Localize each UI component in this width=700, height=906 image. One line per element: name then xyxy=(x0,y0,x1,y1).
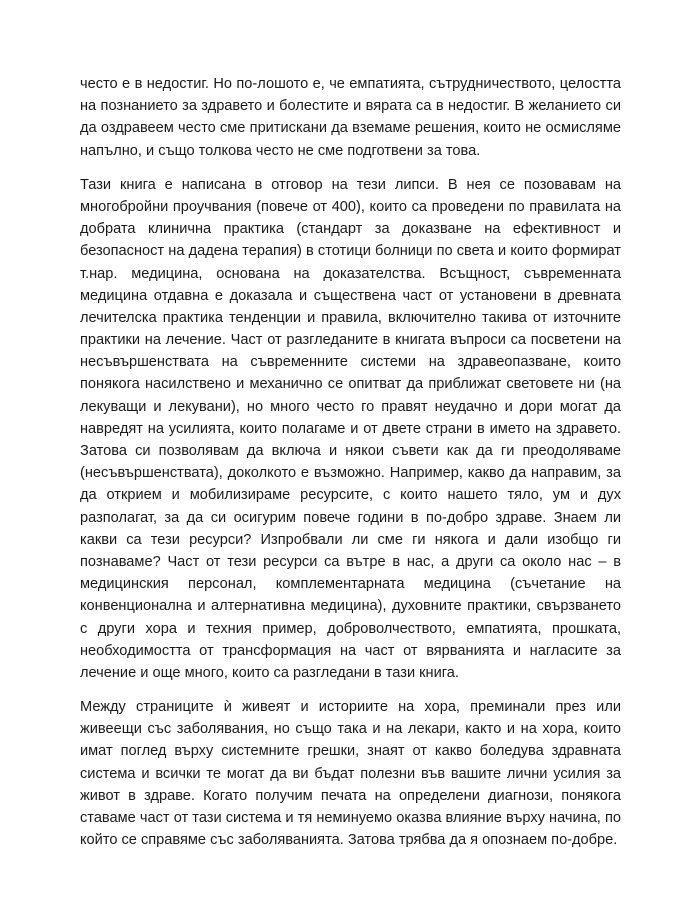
paragraph xyxy=(80,174,621,684)
text-line: лечителска практика тенденции и правила, включително такива от източните xyxy=(80,309,621,326)
text-line: на познанието за здравето и болестите и вярата са в недостиг. В желанието си xyxy=(80,98,621,115)
text-line: многобройни проучвания (повече от 400), които са проведени по правилата на xyxy=(80,198,621,215)
text-line: имат поглед върху системните грешки, знаят от какво боледува здравната xyxy=(80,743,621,760)
text-line: практики на лечение. Част от разгледаните в книгата въпроси са посветени на xyxy=(80,332,621,349)
text-line: познаваме? Част от тези ресурси са вътре в нас, а други са около нас – в xyxy=(80,553,621,570)
text-line: медицина отдавна е доказала и съществена част от установени в древната xyxy=(80,287,621,304)
text-line: добрата клинична практика (стандарт за доказване на ефективност и xyxy=(80,221,621,238)
text-line: живот в здраве. Когато получим печата на определени диагнози, понякога xyxy=(80,787,621,804)
text-line: система и всички те могат да ви бъдат полезни във вашите лични усилия за xyxy=(80,765,621,782)
text-line: понякога насилствено и механично се опитват да приближат световете ни (на xyxy=(80,376,621,393)
text-line: разполагат, за да си осигурим повече години в по-добро здраве. Знаем ли xyxy=(80,509,621,526)
text-line: несъвършенствата на съвременните системи на здравеопазване, които xyxy=(80,354,621,371)
text-line: Тази книга е написана в отговор на тези липси. В нея се позовавам на xyxy=(80,176,621,193)
text-line: с други хора и техния пример, доброволчеството, емпатията, прошката, xyxy=(80,620,621,637)
text-line: медицинския персонал, комплементарната медицина (съчетание на xyxy=(80,576,621,593)
text-line: който се справяме със заболяванията. Затова трябва да я опознаем по-добре. xyxy=(80,832,618,849)
text-line: безопасност на дадена терапия) в стотици болници по света и които формират xyxy=(80,243,621,260)
text-line: често е в недостиг. Но по-лошото е, че емпатията, сътрудничеството, целостта xyxy=(80,76,621,92)
text-column xyxy=(80,73,621,863)
text-line: (несъвършенствата), доколкото е възможно. Например, какво да направим, за xyxy=(80,465,621,482)
text-line: ставаме част от тази система и тя неминуемо оказва влияние върху начина, по xyxy=(80,810,621,826)
text-line: какви са тези ресурси? Изпробвали ли сме ги някога и дали изобщо ги xyxy=(80,531,621,548)
text-line: напълно, и също толкова често не сме подготвени за това. xyxy=(80,142,481,159)
text-line: Между страниците ѝ живеят и историите на хора, преминали през или xyxy=(80,699,621,716)
text-line: да открием и мобилизираме ресурсите, с които нашето тяло, ум и дух xyxy=(80,487,621,504)
text-line: необходимостта от трансформация на част от вярванията и нагласите за xyxy=(80,642,621,659)
text-line: лекуващи и лекувани), но много често го правят неудачно и дори могат да xyxy=(80,398,621,415)
text-line: навредят на усилията, които полагаме и от двете страни в името на здравето. xyxy=(80,420,621,437)
paragraph xyxy=(80,696,621,851)
text-line: т.нар. медицина, основана на доказателства. Всъщност, съвременната xyxy=(80,265,621,282)
paragraph xyxy=(80,73,621,162)
text-line: конвенционална и алтернативна медицина), духовните практики, свързването xyxy=(80,598,621,615)
text-line: Затова си позволявам да включа и някои съвети как да ги преодоляваме xyxy=(80,443,621,459)
text-line: да оздравеем често сме притискани да вземаме решения, които не осмисляме xyxy=(80,120,621,137)
text-line: живеещи със заболявания, но също така и на лекари, както и на хора, които xyxy=(80,721,621,738)
text-line: лечение и още много, които са разгледани в тази книга. xyxy=(80,664,459,681)
